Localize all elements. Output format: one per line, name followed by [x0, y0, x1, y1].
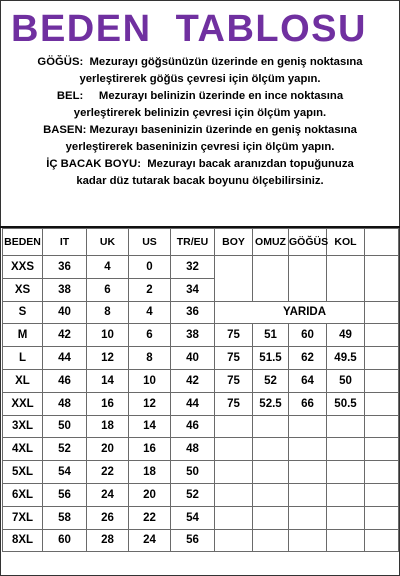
cell-empty [365, 324, 399, 347]
cell-uk: 22 [87, 461, 129, 484]
cell-kol: 49.5 [327, 347, 365, 370]
cell-omuz: 51.5 [253, 347, 289, 370]
cell-boy: 75 [215, 369, 253, 392]
cell-treu: 32 [171, 256, 215, 279]
cell-it: 38 [43, 278, 87, 301]
cell-empty [253, 278, 289, 301]
cell-empty [289, 461, 327, 484]
table-row [3, 438, 399, 461]
cell-empty [253, 461, 289, 484]
cell-it: 56 [43, 483, 87, 506]
instruction-line: yerleştirerek belinizin çevresi için ölçüm yapın. [73, 107, 327, 119]
cell-beden: XS [3, 278, 43, 301]
cell-it: 58 [43, 506, 87, 529]
cell-beden: XXS [3, 256, 43, 279]
header-empty [365, 229, 399, 256]
cell-empty [253, 415, 289, 438]
header-beden: BEDEN [3, 229, 43, 256]
cell-uk: 14 [87, 369, 129, 392]
cell-uk: 10 [87, 324, 129, 347]
instruction-line: yerleştirerek göğüs çevresi için ölçüm yapın. [79, 73, 321, 85]
cell-empty [215, 278, 253, 301]
cell-it: 36 [43, 256, 87, 279]
cell-boy: 75 [215, 347, 253, 370]
cell-it: 60 [43, 529, 87, 552]
cell-us: 8 [129, 347, 171, 370]
cell-empty [365, 438, 399, 461]
cell-beden: 6XL [3, 483, 43, 506]
cell-uk: 28 [87, 529, 129, 552]
cell-treu: 38 [171, 324, 215, 347]
cell-empty [253, 438, 289, 461]
cell-uk: 12 [87, 347, 129, 370]
cell-uk: 20 [87, 438, 129, 461]
cell-empty [365, 256, 399, 279]
cell-beden: XXL [3, 392, 43, 415]
table-row [3, 461, 399, 484]
cell-empty [327, 461, 365, 484]
cell-uk: 26 [87, 506, 129, 529]
header-us: US [129, 229, 171, 256]
table-row [3, 392, 399, 415]
cell-empty [365, 301, 399, 324]
cell-gogus: 62 [289, 347, 327, 370]
cell-empty [365, 278, 399, 301]
cell-empty [289, 483, 327, 506]
cell-empty [215, 415, 253, 438]
cell-it: 54 [43, 461, 87, 484]
table-row [3, 301, 399, 324]
cell-empty [253, 506, 289, 529]
cell-us: 4 [129, 301, 171, 324]
cell-empty [365, 392, 399, 415]
cell-empty [327, 529, 365, 552]
cell-it: 52 [43, 438, 87, 461]
size-table [2, 228, 399, 552]
cell-empty [215, 256, 253, 279]
table-row [3, 506, 399, 529]
table-row [3, 278, 399, 301]
cell-empty [289, 529, 327, 552]
cell-empty [365, 347, 399, 370]
header-it: IT [43, 229, 87, 256]
cell-uk: 8 [87, 301, 129, 324]
cell-empty [327, 483, 365, 506]
cell-omuz: 51 [253, 324, 289, 347]
cell-empty [215, 461, 253, 484]
cell-empty [327, 506, 365, 529]
table-row [3, 347, 399, 370]
table-row [3, 483, 399, 506]
cell-it: 48 [43, 392, 87, 415]
table-row [3, 324, 399, 347]
instruction-line: GÖĞÜS: Mezurayı göğsünüzün üzerinde en geniş noktasına [37, 56, 363, 68]
cell-treu: 34 [171, 278, 215, 301]
cell-us: 20 [129, 483, 171, 506]
cell-empty [215, 438, 253, 461]
cell-boy: 75 [215, 392, 253, 415]
cell-boy: 75 [215, 324, 253, 347]
cell-empty [289, 278, 327, 301]
table-row [3, 529, 399, 552]
cell-us: 24 [129, 529, 171, 552]
yarida-note: YARIDA [215, 301, 365, 324]
cell-empty [365, 506, 399, 529]
cell-us: 22 [129, 506, 171, 529]
cell-uk: 24 [87, 483, 129, 506]
cell-beden: L [3, 347, 43, 370]
cell-uk: 6 [87, 278, 129, 301]
cell-it: 42 [43, 324, 87, 347]
cell-treu: 36 [171, 301, 215, 324]
cell-treu: 40 [171, 347, 215, 370]
cell-kol: 50.5 [327, 392, 365, 415]
cell-treu: 50 [171, 461, 215, 484]
cell-empty [365, 483, 399, 506]
cell-beden: 7XL [3, 506, 43, 529]
cell-gogus: 66 [289, 392, 327, 415]
cell-empty [289, 438, 327, 461]
cell-empty [289, 506, 327, 529]
cell-omuz: 52 [253, 369, 289, 392]
cell-empty [365, 369, 399, 392]
cell-treu: 44 [171, 392, 215, 415]
cell-treu: 48 [171, 438, 215, 461]
header-uk: UK [87, 229, 129, 256]
cell-empty [215, 529, 253, 552]
cell-empty [327, 278, 365, 301]
header-gogus: GÖĞÜS [289, 229, 327, 256]
cell-empty [215, 483, 253, 506]
instruction-line: BEL: Mezurayı belinizin üzerinde en ince noktasına [56, 90, 344, 102]
table-row [3, 256, 399, 279]
cell-us: 2 [129, 278, 171, 301]
cell-us: 0 [129, 256, 171, 279]
cell-gogus: 60 [289, 324, 327, 347]
cell-empty [289, 415, 327, 438]
cell-kol: 50 [327, 369, 365, 392]
cell-empty [365, 415, 399, 438]
cell-us: 6 [129, 324, 171, 347]
cell-us: 14 [129, 415, 171, 438]
page-title: BEDEN TABLOSU [11, 8, 367, 50]
cell-beden: XL [3, 369, 43, 392]
cell-beden: 3XL [3, 415, 43, 438]
header-omuz: OMUZ [253, 229, 289, 256]
cell-empty [327, 438, 365, 461]
cell-treu: 52 [171, 483, 215, 506]
cell-it: 44 [43, 347, 87, 370]
header-treu: TR/EU [171, 229, 215, 256]
cell-empty [327, 256, 365, 279]
cell-empty [289, 256, 327, 279]
cell-beden: S [3, 301, 43, 324]
cell-empty [253, 256, 289, 279]
cell-kol: 49 [327, 324, 365, 347]
instruction-line: BASEN: Mezurayı baseninizin üzerinde en geniş noktasına [43, 124, 357, 136]
table-row [3, 369, 399, 392]
cell-treu: 54 [171, 506, 215, 529]
cell-us: 16 [129, 438, 171, 461]
cell-us: 10 [129, 369, 171, 392]
cell-omuz: 52.5 [253, 392, 289, 415]
cell-it: 46 [43, 369, 87, 392]
cell-treu: 46 [171, 415, 215, 438]
cell-empty [327, 415, 365, 438]
cell-uk: 16 [87, 392, 129, 415]
cell-it: 50 [43, 415, 87, 438]
cell-us: 18 [129, 461, 171, 484]
cell-empty [253, 483, 289, 506]
cell-treu: 42 [171, 369, 215, 392]
cell-uk: 18 [87, 415, 129, 438]
cell-empty [365, 529, 399, 552]
table-header-row [3, 229, 399, 256]
instruction-line: kadar düz tutarak bacak boyunu ölçebilirsiniz. [76, 175, 324, 187]
cell-beden: M [3, 324, 43, 347]
header-boy: BOY [215, 229, 253, 256]
cell-beden: 5XL [3, 461, 43, 484]
instruction-line: İÇ BACAK BOYU: Mezurayı bacak aranızdan topuğunuza [46, 158, 354, 170]
header-kol: KOL [327, 229, 365, 256]
cell-treu: 56 [171, 529, 215, 552]
cell-uk: 4 [87, 256, 129, 279]
cell-it: 40 [43, 301, 87, 324]
cell-gogus: 64 [289, 369, 327, 392]
cell-empty [253, 529, 289, 552]
cell-empty [215, 506, 253, 529]
instruction-line: yerleştirerek baseninizin çevresi için ölçüm yapın. [65, 141, 335, 153]
cell-beden: 8XL [3, 529, 43, 552]
cell-empty [365, 461, 399, 484]
cell-beden: 4XL [3, 438, 43, 461]
cell-us: 12 [129, 392, 171, 415]
table-row [3, 415, 399, 438]
